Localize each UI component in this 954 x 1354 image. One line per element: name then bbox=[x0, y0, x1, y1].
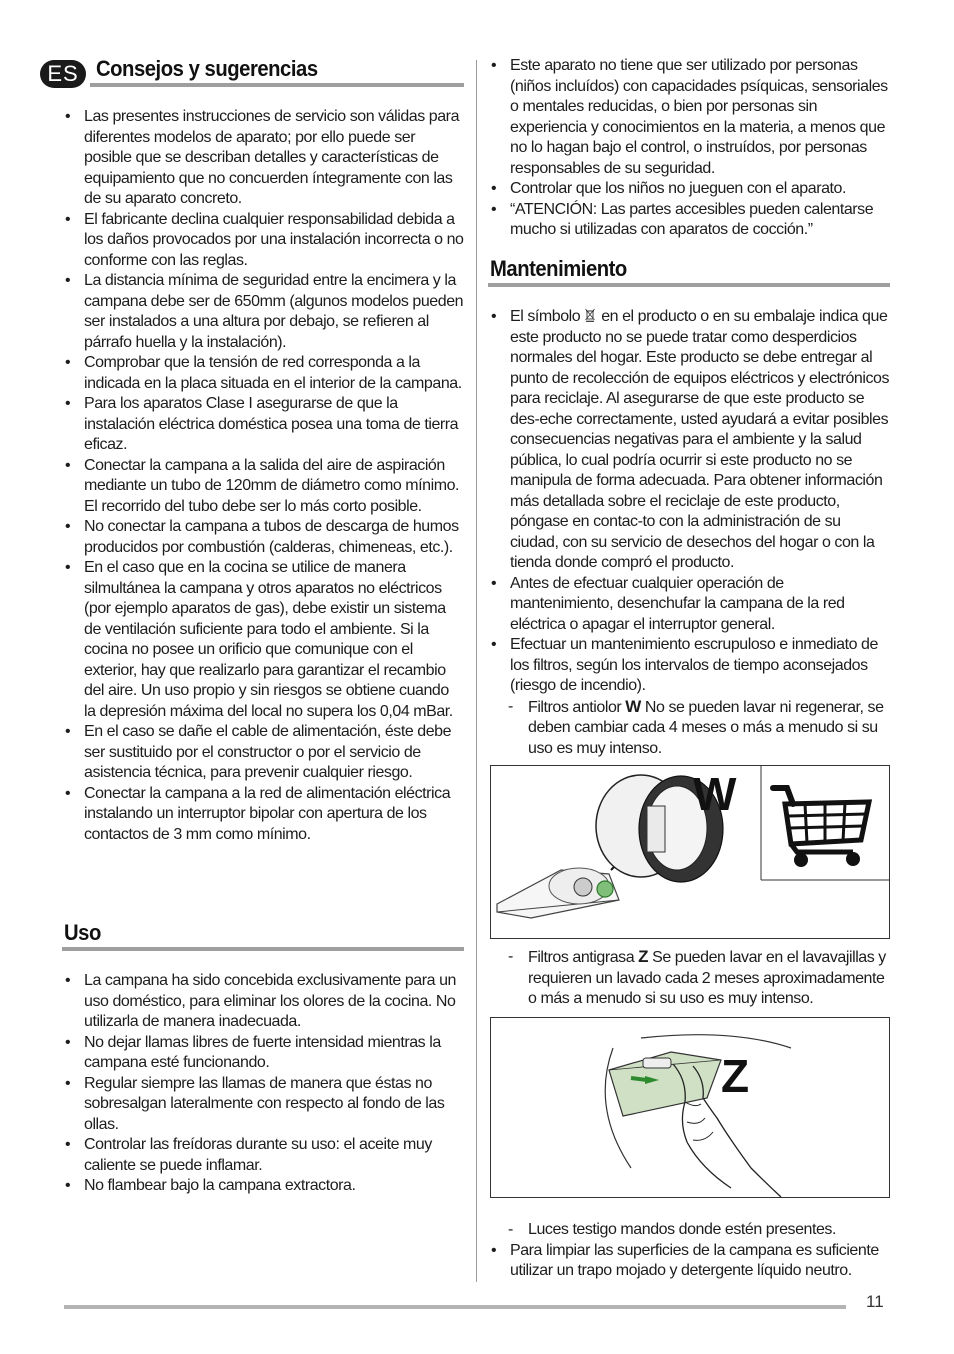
section-title-uso: Uso bbox=[64, 920, 101, 945]
list-item: • El símbolo en el producto o en su embalaje indica que este producto no se puede tratar como desperdicios normales del hogar. Este producto se debe entregar al punto de recolección de equipos eléctricos y electrónicos para reciclaje. Al asegurarse de que este producto se des-eche correctamente, usted ayudará a evitar posibles consecuencias negativas para el ambiente y la salud pública, lo cual podría ocurrir si este producto no se manipula de forma adecuada. Para obtener información más detallada sobre el reciclaje de este producto, póngase en contac-to con la administración de su ciudad, con su servicio de desechos del hogar o con la tienda donde compró el producto. bbox=[491, 308, 890, 571]
consejos-list bbox=[62, 107, 464, 845]
page-number: 11 bbox=[866, 1292, 884, 1311]
list-item: • Para los aparatos Clase I asegurarse de que la instalación eléctrica doméstica posea una toma de tierra eficaz. bbox=[65, 395, 459, 453]
list-item: • Regular siempre las llamas de manera que éstas no sobresalgan lateralmente con respecto al fondo de las ollas. bbox=[65, 1074, 445, 1133]
figure-filter-w bbox=[490, 765, 890, 939]
section-rule-uso bbox=[62, 947, 464, 951]
filter-z-label: Z bbox=[721, 1050, 750, 1102]
column-separator bbox=[476, 60, 477, 1282]
filter-w-label: W bbox=[693, 768, 737, 820]
section-title-consejos: Consejos y sugerencias bbox=[96, 56, 318, 81]
list-item: • Controlar las freídoras durante su uso: el aceite muy caliente se puede inflamar. bbox=[65, 1136, 432, 1174]
uso-list bbox=[62, 971, 464, 1197]
final-list bbox=[488, 1220, 890, 1282]
crossed-bin-icon bbox=[585, 308, 595, 322]
list-item: • La campana ha sido concebida exclusivamente para un uso doméstico, para eliminar los olores de la cocina. No utilizarla de manera inadecuada. bbox=[65, 972, 456, 1030]
list-item: • Comprobar que la tensión de red corresponda a la indicada en la placa situada en el interior de la campana. bbox=[65, 354, 462, 392]
filter-z-list bbox=[488, 947, 890, 1010]
section-rule-consejos bbox=[90, 83, 464, 87]
mantenimiento-list bbox=[488, 307, 890, 759]
list-item: • Para limpiar las superficies de la campana es suficiente utilizar un trapo mojado y detergente líquido neutro. bbox=[491, 1241, 879, 1279]
list-item: • Las presentes instrucciones de servicio son válidas para diferentes modelos de aparato; por ello puede ser posible que se describan detalles y características de equipamiento que no concuerden íntegramente con las de su aparato concreto. bbox=[65, 108, 460, 207]
footer-rule bbox=[64, 1305, 846, 1309]
figure-filter-z bbox=[490, 1017, 890, 1198]
list-item: • La distancia mínima de seguridad entre la encimera y la campana debe ser de 650mm (algunos modelos pueden ser instalados a una altura por debajo, se refieren al párrafo huella y la instalación). bbox=[65, 272, 464, 351]
grease-filter-illustration bbox=[491, 1018, 889, 1197]
sub-item-filter-w: - Filtros antiolor W No se pueden lavar ni regenerar, se deben cambiar cada 4 meses o más a menudo si su uso es muy intenso. bbox=[508, 696, 884, 757]
list-item: • Este aparato no tiene que ser utilizado por personas (niños incluídos) con capacidades psíquicas, sensoriales o mentales reducidas, o bien por personas sin experiencia y conocimientos en la materia, a menos que no lo hagan bajo el control, o instruídos, por personas responsables de su seguridad. bbox=[491, 57, 888, 177]
sub-item-filter-z: - Filtros antigrasa Z Se pueden lavar en el lavavajillas y requieren un lavado cada 2 meses aproximadamente o más a menudo si su uso es muy intenso. bbox=[508, 947, 886, 1007]
list-item: • El fabricante declina cualquier responsabilidad debida a los daños provocados por una instalación incorrecta o no conforme con las reglas. bbox=[65, 210, 464, 269]
sub-item-lights: - Luces testigo mandos donde estén presentes. bbox=[508, 1221, 836, 1238]
language-badge: ES bbox=[40, 60, 86, 88]
list-item: • Conectar la campana a la salida del aire de aspiración mediante un tubo de 120mm de diámetro como mínimo. El recorrido del tubo debe ser lo más corto posible. bbox=[65, 456, 460, 515]
list-item: • En el caso se dañe el cable de alimentación, éste debe ser sustituido por el constructor o por el servicio de asistencia técnica, para prevenir cualquier riesgo. bbox=[65, 723, 452, 781]
list-item: • “ATENCIÓN: Las partes accesibles pueden calentarse mucho si utilizadas con aparatos de cocción.” bbox=[491, 200, 874, 238]
shopping-cart-icon bbox=[773, 788, 869, 867]
list-item: • Antes de efectuar cualquier operación de mantenimiento, desenchufar la campana de la red eléctrica o apagar el interruptor general. bbox=[491, 574, 845, 633]
hood-filter-illustration bbox=[491, 766, 889, 938]
safety-list bbox=[488, 56, 890, 241]
list-item: • Conectar la campana a la red de alimentación eléctrica instalando un interruptor bipolar con apertura de los contactos de 3 mm como mínimo. bbox=[65, 784, 451, 843]
list-item: • No conectar la campana a tubos de descarga de humos producidos por combustión (calderas, chimeneas, etc.). bbox=[65, 518, 459, 556]
list-item: • No dejar llamas libres de fuerte intensidad mientras la campana esté funcionando. bbox=[65, 1033, 441, 1071]
list-item: • En el caso que en la cocina se utilice de manera silmultánea la campana y otros aparatos no eléctricos (por ejemplo aparatos de gas), debe existir un sistema de ventilación suficiente para todo el ambiente. Si la cocina no posee un orificio que comunique con el exterior, hay que realizarlo para garantizar el recambio del aire. Un uso propio y sin riesgos se obtiene cuando la depresión máxima del local no supera los 0,04 mBar. bbox=[65, 559, 453, 720]
section-rule-mantenimiento bbox=[488, 283, 890, 287]
list-item: • No flambear bajo la campana extractora. bbox=[65, 1177, 356, 1194]
list-item: • Controlar que los niños no jueguen con el aparato. bbox=[491, 180, 846, 197]
section-title-mantenimiento: Mantenimiento bbox=[490, 256, 627, 281]
list-item: • Efectuar un mantenimiento escrupuloso e inmediato de los filtros, según los intervalos de tiempo aconsejados (riesgo de incendio). bbox=[491, 636, 878, 694]
